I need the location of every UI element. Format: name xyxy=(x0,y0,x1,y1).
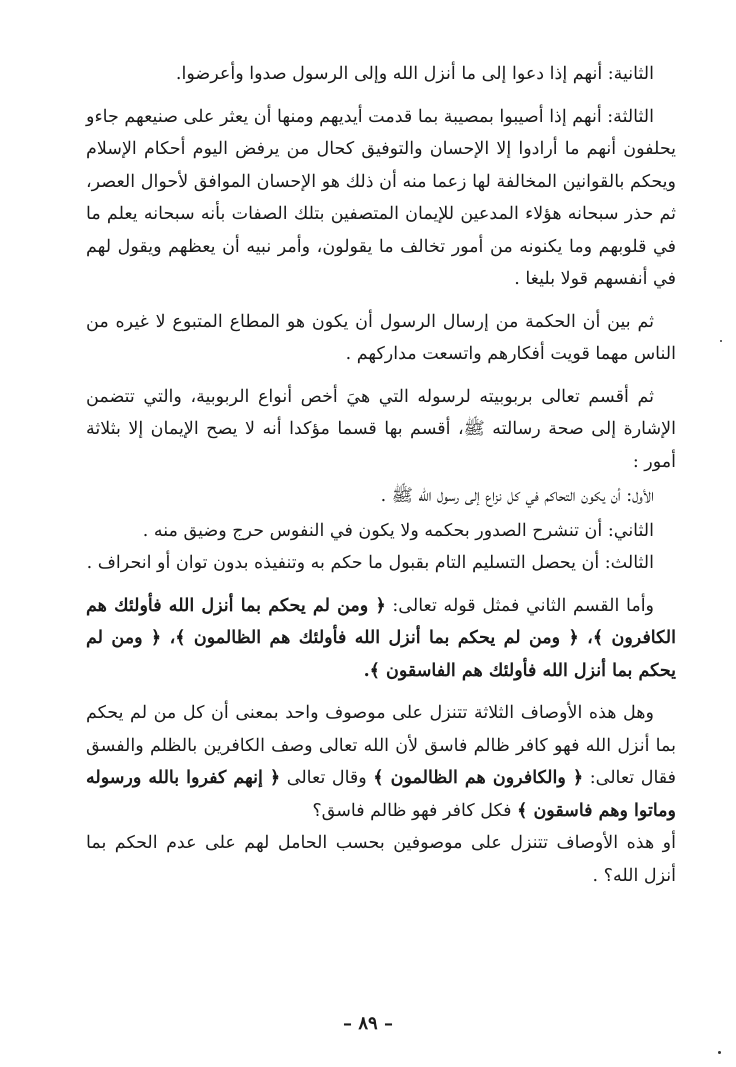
text-run: الأول: أن يكون التحاكم في كل نزاع إلى رسول الله ﷺ . xyxy=(380,486,654,506)
text-run: الثاني: أن تنشرح الصدور بحكمه ولا يكون في النفوس حرج وضيق منه . xyxy=(142,520,654,541)
paragraph-oath xyxy=(86,381,676,479)
text-run: فكل كافر فهو ظالم فاسق؟ xyxy=(312,800,518,821)
paragraph-third-matter xyxy=(86,547,676,580)
text-run: أو هذه الأوصاف تتنزل على موصوفين بحسب الحامل لهم على عدم الحكم بما أنزل الله؟ . xyxy=(86,833,676,886)
text-run: وهل هذه الأوصاف الثلاثة تتنزل على موصوف واحد بمعنى أن كل من لم يحكم بما أنزل الله فهو كافر ظالم فاسق لأن الله تعالى وصف الكافرين بالظلم والفسق فقال تعالى: xyxy=(86,703,676,788)
scan-speck xyxy=(720,340,722,342)
paragraph-second-section xyxy=(86,590,676,688)
scan-speck xyxy=(718,1051,721,1054)
paragraph-question xyxy=(86,827,676,892)
paragraph-third-trait xyxy=(86,101,676,296)
quran-verse: ﴿ والكافرون هم الظالمون ﴾ xyxy=(373,768,584,788)
text-run: وقال تعالى xyxy=(280,768,374,788)
paragraph-three-descriptions xyxy=(86,697,676,827)
body-text xyxy=(86,58,676,892)
paragraph-second-matter xyxy=(86,515,676,548)
paragraph-wisdom-of-messenger xyxy=(86,306,676,371)
text-run: ثم أقسم تعالى بربوبيته لرسوله التي هيَ أخص أنواع الربوبية، والتي تتضمن الإشارة إلى صحة رسالته ﷺ، أقسم بها قسما مؤكدا أنه لا يصح الإيمان إلا بثلاثة أمور : xyxy=(86,386,676,472)
text-run: الثالث: أن يحصل التسليم التام بقبول ما حكم به وتنفيذه بدون توان أو انحراف . xyxy=(86,553,654,573)
text-run: ثم بين أن الحكمة من إرسال الرسول أن يكون هو المطاع المتبوع لا غيره من الناس مهما قويت أفكارهم واتسعت مداركهم . xyxy=(86,311,676,364)
text-run: الثانية: أنهم إذا دعوا إلى ما أنزل الله وإلى الرسول صدوا وأعرضوا. xyxy=(175,64,654,84)
paragraph-first-matter xyxy=(86,480,676,513)
paragraph-second-trait xyxy=(86,58,676,91)
quran-verse: ﴿ إنهم كفروا بالله ورسوله وماتوا وهم فاسقون ﴾ xyxy=(86,768,676,821)
text-run: وأما القسم الثاني فمثل قوله تعالى: xyxy=(385,595,655,616)
page-number: – ٨٩ – xyxy=(343,1013,393,1034)
quran-verse: ﴿ ومن لم يحكم بما أنزل الله فأولئك هم الكافرون ﴾، ﴿ ومن لم يحكم بما أنزل الله فأولئك هم الظالمون ﴾، ﴿ ومن لم يحكم بما أنزل الله فأولئك هم الفاسقون ﴾. xyxy=(86,595,676,681)
text-run: الثالثة: أنهم إذا أصيبوا بمصيبة بما قدمت أيديهم ومنها أن يعثر على صنيعهم جاءو يحلفون أنهم ما أرادوا إلا الإحسان والتوفيق كحال من يرفض اليوم أحكام الإسلام ويحكم بالقوانين المخالفة لها زعما منه أن ذلك هو الإحسان الموافق لأحوال العصر، ثم حذر سبحانه هؤلاء المدعين للإيمان المتصفين بتلك الصفات بأنه سبحانه يعلم ما في قلوبهم وما يكنونه من أمور تخالف ما يقولون، وأمر نبيه أن يعظهم ويقول لهم في أنفسهم قولا بليغا . xyxy=(86,106,676,289)
